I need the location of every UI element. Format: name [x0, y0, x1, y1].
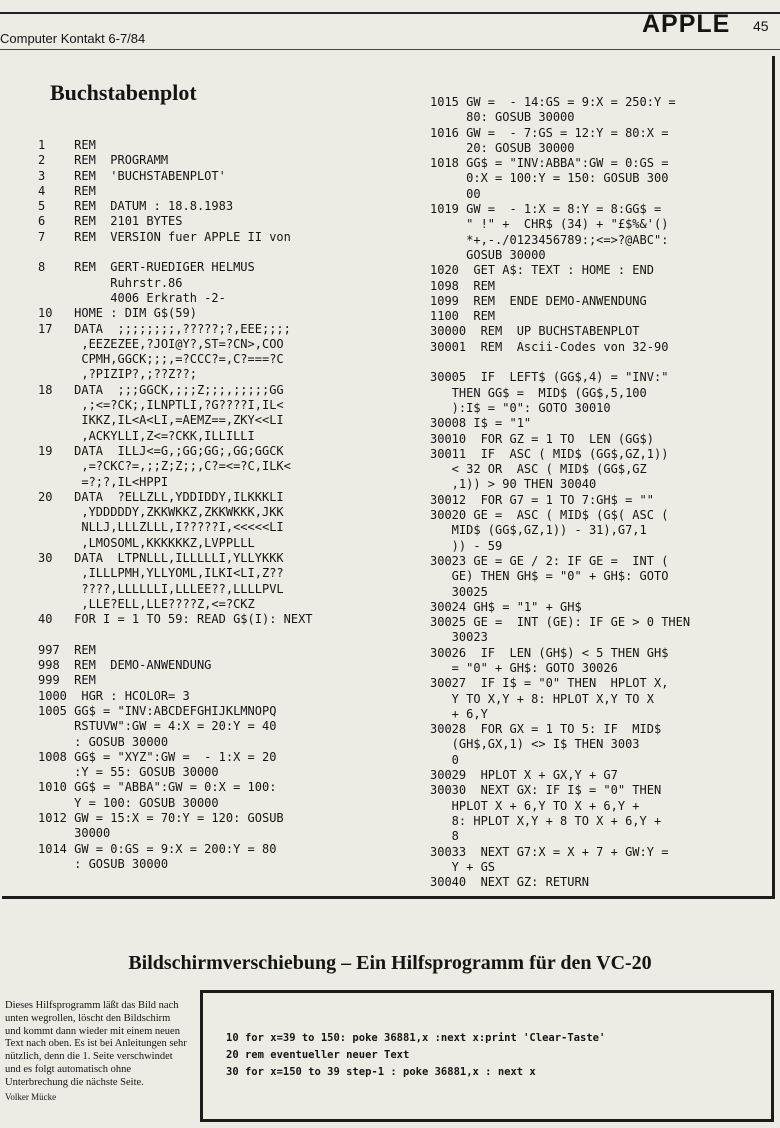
code-line: 30000 REM UP BUCHSTABENPLOT — [430, 324, 640, 339]
code-line — [430, 355, 690, 370]
code-line: 30026 IF LEN (GH$) < 5 THEN GH$ — [430, 645, 669, 660]
code-line: 30029 HPLOT X + GX,Y + G7 — [430, 768, 618, 783]
code-line: :Y = 55: GOSUB 30000 — [38, 765, 219, 780]
code-line: 1000 HGR : HCOLOR= 3 — [38, 688, 190, 703]
code-line: ,=?CKC?=,;;Z;Z;;,C?=<=?C,ILK< — [38, 459, 291, 474]
code-line: Ruhrstr.86 — [38, 275, 183, 290]
code-line: Y + GS — [430, 859, 496, 874]
code-line: 20: GOSUB 30000 — [430, 140, 575, 155]
code-line: 30030 NEXT GX: IF I$ = "0" THEN — [430, 783, 662, 798]
page-header — [0, 0, 780, 58]
code-line: 30020 GE = ASC ( MID$ (G$( ASC ( — [430, 508, 669, 523]
code-line: = "0" + GH$: GOTO 30026 — [430, 660, 618, 675]
code-line: ):I$ = "0": GOTO 30010 — [430, 400, 611, 415]
code-line: 30033 NEXT G7:X = X + 7 + GW:Y = — [430, 844, 669, 859]
code-line: 18 DATA ;;;GGCK,;;;Z;;;,;;;;;GG — [38, 382, 284, 397]
code-line: 4 REM — [38, 183, 96, 198]
code-line: 30005 IF LEFT$ (GG$,4) = "INV:" — [430, 370, 669, 385]
magazine-issue: Computer Kontakt 6-7/84 — [0, 31, 146, 46]
code-line: 4006 Erkrath -2- — [38, 290, 226, 305]
code-line: 1 REM — [38, 138, 96, 152]
code-listing-right — [430, 95, 690, 890]
code-line: 1016 GW = - 7:GS = 12:Y = 80:X = — [430, 125, 669, 140]
code-line: 20 rem eventueller neuer Text — [226, 1049, 410, 1061]
code-line: 1008 GG$ = "XYZ":GW = - 1:X = 20 — [38, 749, 277, 764]
section-title: APPLE — [642, 10, 731, 38]
code-line: " !" + CHR$ (34) + "£$%&'() — [430, 217, 669, 232]
code-line: ????,LLLLLLI,LLLEE??,LLLLPVL — [38, 581, 284, 596]
code-line: 1010 GG$ = "ABBA":GW = 0:X = 100: — [38, 780, 277, 795]
code-line: 2 REM PROGRAMM — [38, 153, 169, 168]
code-line: 1019 GW = - 1:X = 8:Y = 8:GG$ = — [430, 202, 662, 217]
code-line: 30028 FOR GX = 1 TO 5: IF MID$ — [430, 722, 662, 737]
code-line: 1100 REM — [430, 309, 496, 324]
code-line: 1012 GW = 15:X = 70:Y = 120: GOSUB — [38, 811, 284, 826]
code-line: 1015 GW = - 14:GS = 9:X = 250:Y = — [430, 95, 676, 109]
code-line: RSTUVW":GW = 4:X = 20:Y = 40 — [38, 719, 277, 734]
code-line: 30040 NEXT GZ: RETURN — [430, 875, 589, 890]
article2-description — [5, 1000, 188, 1103]
code-line: + 6,Y — [430, 706, 488, 721]
code-line: 30011 IF ASC ( MID$ (GG$,GZ,1)) — [430, 446, 669, 461]
code-line: 1099 REM ENDE DEMO-ANWENDUNG — [430, 293, 647, 308]
code-line: 40 FOR I = 1 TO 59: READ G$(I): NEXT — [38, 612, 313, 627]
code-line: ,YDDDDDY,ZKKWKKZ,ZKKWKKK,JKK — [38, 505, 284, 520]
code-line: 999 REM — [38, 673, 96, 688]
code-line: 1098 REM — [430, 278, 496, 293]
code-line: 17 DATA ;;;;;;;;,?????;?,EEE;;;; — [38, 321, 291, 336]
code-line: 1018 GG$ = "INV:ABBA":GW = 0:GS = — [430, 156, 669, 171]
code-line: 30 DATA LTPNLLL,ILLLLLI,YLLYKKK — [38, 551, 284, 566]
code-line: 30001 REM Ascii-Codes von 32-90 — [430, 339, 669, 354]
code-line: 8 — [430, 829, 459, 844]
code-line: NLLJ,LLLZLLL,I?????I,<<<<<LI — [38, 520, 284, 535]
code-line: GOSUB 30000 — [430, 247, 546, 262]
code-line: ,?PIZIP?,;??Z??; — [38, 367, 197, 382]
code-line — [38, 245, 313, 260]
code-line: 30027 IF I$ = "0" THEN HPLOT X, — [430, 676, 669, 691]
author-name: Volker Mücke — [5, 1091, 57, 1102]
code-line: IKKZ,IL<A<LI,=AEMZ==,ZKY<<LI — [38, 413, 284, 428]
code-line: 30000 — [38, 826, 111, 841]
code-line: 30025 — [430, 584, 488, 599]
code-line: 8 REM GERT-RUEDIGER HELMUS — [38, 260, 255, 275]
code-line: 10 for x=39 to 150: poke 36881,x :next x:print 'Clear-Taste' — [226, 1032, 606, 1044]
code-line: 30024 GH$ = "1" + GH$ — [430, 599, 582, 614]
code-line: : GOSUB 30000 — [38, 856, 169, 871]
page-number: 45 — [753, 18, 769, 34]
code-line: 30012 FOR G7 = 1 TO 7:GH$ = "" — [430, 492, 654, 507]
code-line: )) - 59 — [430, 538, 503, 553]
code-line: ,;<=?CK;,ILNPTLI,?G????I,IL< — [38, 398, 284, 413]
code-line: 19 DATA ILLJ<=G,;GG;GG;,GG;GGCK — [38, 443, 284, 458]
vc20-code-listing — [226, 1030, 605, 1081]
code-line: 1020 GET A$: TEXT : HOME : END — [430, 263, 654, 278]
code-line: 5 REM DATUM : 18.8.1983 — [38, 199, 234, 214]
code-line: 1005 GG$ = "INV:ABCDEFGHIJKLMNOPQ — [38, 703, 277, 718]
code-line: ,ILLLPMH,YLLYOML,ILKI<LI,Z?? — [38, 566, 284, 581]
code-line: MID$ (GG$,GZ,1)) - 31),G7,1 — [430, 523, 647, 538]
code-line: 30025 GE = INT (GE): IF GE > 0 THEN — [430, 615, 691, 630]
code-line: 0:X = 100:Y = 150: GOSUB 300 — [430, 171, 669, 186]
code-line: ,1)) > 90 THEN 30040 — [430, 477, 597, 492]
code-line: 80: GOSUB 30000 — [430, 110, 575, 125]
code-line: 10 HOME : DIM G$(59) — [38, 306, 197, 321]
header-bottom-rule — [0, 49, 780, 50]
code-line: ,EEZEZEE,?JOI@Y?,ST=?CN>,COO — [38, 336, 284, 351]
code-line: 3 REM 'BUCHSTABENPLOT' — [38, 168, 226, 183]
description-text: Dieses Hilfsprogramm läßt das Bild nach unten wegrollen, löscht den Bildschirm und kommt dann wieder mit einem neuen Text nach oben. Es ist bei Anleitungen sehr nützlich, denn die 1. Seite verschwindet und es folgt automatisch ohne Unterbrechung die nächste Seite. — [5, 1000, 187, 1088]
code-listing-left — [38, 138, 313, 872]
code-line: 30023 GE = GE / 2: IF GE = INT ( — [430, 553, 669, 568]
code-line: =?;?,IL<HPPI — [38, 474, 169, 489]
code-line: 30023 — [430, 630, 488, 645]
code-line: 20 DATA ?ELLZLL,YDDIDDY,ILKKKLI — [38, 489, 284, 504]
code-line: THEN GG$ = MID$ (GG$,5,100 — [430, 385, 647, 400]
code-line: 30 for x=150 to 39 step-1 : poke 36881,x : next x — [226, 1066, 536, 1078]
code-line: 30010 FOR GZ = 1 TO LEN (GG$) — [430, 431, 654, 446]
code-line: 00 — [430, 186, 481, 201]
article2-title: Bildschirmverschiebung – Ein Hilfsprogramm für den VC-20 — [128, 952, 652, 974]
code-line: 30008 I$ = "1" — [430, 416, 532, 431]
code-line: 997 REM — [38, 642, 96, 657]
code-line: Y TO X,Y + 8: HPLOT X,Y TO X — [430, 691, 654, 706]
code-line: 8: HPLOT X,Y + 8 TO X + 6,Y + — [430, 813, 662, 828]
code-line: HPLOT X + 6,Y TO X + 6,Y + — [430, 798, 640, 813]
code-line: CPMH,GGCK;;;,=?CCC?=,C?===?C — [38, 352, 284, 367]
code-line: ,LLE?ELL,LLE????Z,<=?CKZ — [38, 596, 255, 611]
code-line: ,ACKYLLI,Z<=?CKK,ILLILLI — [38, 428, 255, 443]
code-line — [38, 628, 313, 643]
code-line: Y = 100: GOSUB 30000 — [38, 795, 219, 810]
code-line: 7 REM VERSION fuer APPLE II von — [38, 229, 291, 244]
code-line: < 32 OR ASC ( MID$ (GG$,GZ — [430, 462, 647, 477]
code-line: 6 REM 2101 BYTES — [38, 214, 183, 229]
code-line: 0 — [430, 752, 459, 767]
code-line: *+,-./0123456789:;<=>?@ABC": — [430, 232, 669, 247]
code-line: (GH$,GX,1) <> I$ THEN 3003 — [430, 737, 640, 752]
code-line: GE) THEN GH$ = "0" + GH$: GOTO — [430, 569, 669, 584]
article-title: Buchstabenplot — [50, 80, 197, 105]
code-line: : GOSUB 30000 — [38, 734, 169, 749]
code-line: ,LMOSOML,KKKKKKZ,LVPPLLL — [38, 535, 255, 550]
code-line: 1014 GW = 0:GS = 9:X = 200:Y = 80 — [38, 841, 277, 856]
code-line: 998 REM DEMO-ANWENDUNG — [38, 658, 212, 673]
